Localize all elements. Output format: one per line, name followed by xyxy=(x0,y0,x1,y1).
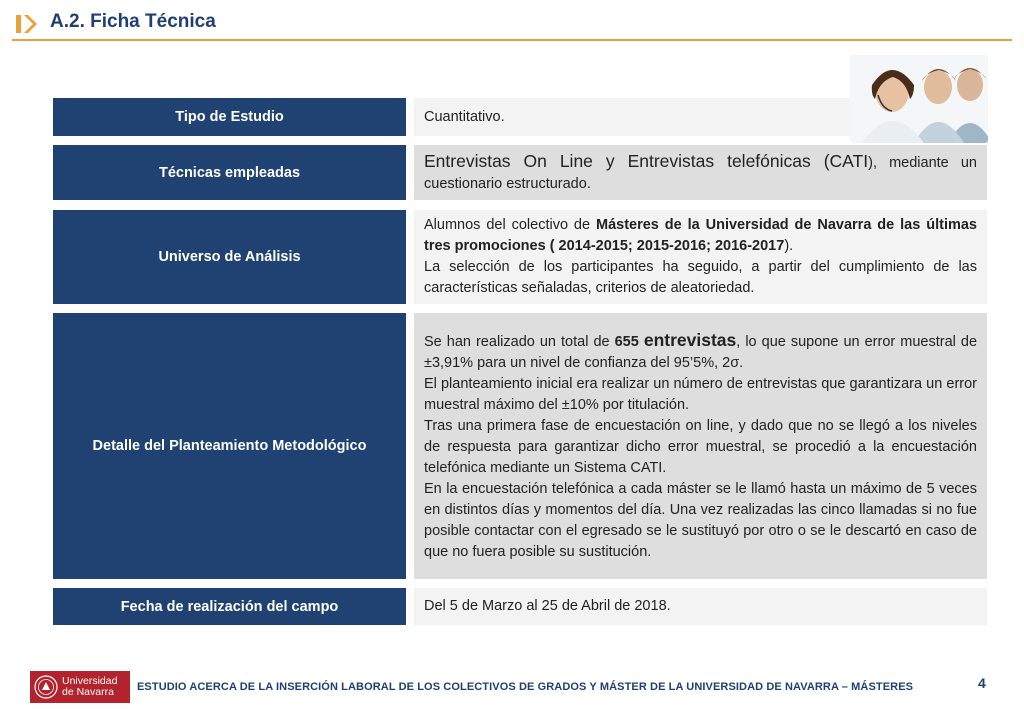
detalle-paragraph-3: Tras una primera fase de encuestación on line, y dado que no se llegó a los niveles de respuesta para garantizar dicho error muestral, se procedió a la encuestación telefónica mediante un Sistema CATI. xyxy=(424,417,977,476)
logo-line-2: de Navarra xyxy=(62,686,114,698)
label-tecnicas: Técnicas empleadas xyxy=(53,145,406,200)
value-tipo-estudio xyxy=(414,98,850,136)
detalle-paragraph-1 xyxy=(424,330,977,374)
label-fecha: Fecha de realización del campo xyxy=(53,588,406,625)
detalle-p1-pre: Se han realizado un total de xyxy=(424,333,615,350)
detalle-p1-post: , lo que supone un error muestral de ±3,91% para un nivel de confianza del 95’5%, 2σ. xyxy=(424,333,978,371)
logo-text xyxy=(62,676,117,698)
tecnicas-lead: Entrevistas On Line y Entrevistas telefónicas (CATI xyxy=(424,150,869,171)
page-title: A.2. Ficha Técnica xyxy=(50,11,216,32)
detalle-paragraph-2: El planteamiento inicial era realizar un número de entrevistas que garantizara un error muestral máximo del ±10% por titulación. xyxy=(424,375,977,413)
logo-line-1: Universidad xyxy=(62,675,118,687)
university-logo xyxy=(30,671,130,703)
call-center-photo xyxy=(850,55,988,143)
tecnicas-tail: ), mediante un cuestionario estructurado. xyxy=(424,154,977,192)
fecha-text: Del 5 de Marzo al 25 de Abril de 2018. xyxy=(424,598,671,614)
label-detalle: Detalle del Planteamiento Metodológico xyxy=(53,313,406,579)
footer-study-title: ESTUDIO ACERCA DE LA INSERCIÓN LABORAL DE LOS COLECTIVOS DE GRADOS Y MÁSTER DE LA UNIVERSIDAD DE NAVARRA – MÁSTERES xyxy=(137,681,914,693)
value-tecnicas xyxy=(414,145,987,200)
value-detalle xyxy=(414,313,987,579)
tecnicas-text xyxy=(424,151,977,195)
universo-p1-pre: Alumnos del colectivo de xyxy=(424,217,596,233)
header-divider xyxy=(12,39,1012,41)
detalle-paragraph-4: En la encuestación telefónica a cada máster se le llamó hasta un máximo de 5 veces en distintos días y momentos del día. Una vez realizadas las cinco llamadas si no fue posible contactar con el egresado se le sustituyó por otro o se le descartó en caso de que no fuera posible su sustitución. xyxy=(424,480,977,560)
header-chevron-icon xyxy=(16,12,38,36)
value-universo xyxy=(414,210,987,304)
page-number: 4 xyxy=(978,675,986,691)
label-tipo-estudio: Tipo de Estudio xyxy=(53,98,406,136)
value-fecha xyxy=(414,588,987,625)
universo-p1-post: ). xyxy=(784,238,794,254)
universo-paragraph-2: La selección de los participantes ha seguido, a partir del cumplimiento de las características señaladas, criterios de aleatoriedad. xyxy=(424,259,977,296)
detalle-p1-num: 655 xyxy=(614,333,639,350)
detalle-p1-word: entrevistas xyxy=(643,329,737,350)
tipo-estudio-text: Cuantitativo. xyxy=(424,108,505,125)
universo-p1-bold: Másteres de la Universidad de Navarra de las últimas tres promociones ( 2014-2015; 2015-2016; 2016-2017 xyxy=(424,217,977,254)
university-seal-icon xyxy=(34,675,58,699)
label-universo: Universo de Análisis xyxy=(53,210,406,304)
universo-paragraph-1 xyxy=(424,215,977,257)
